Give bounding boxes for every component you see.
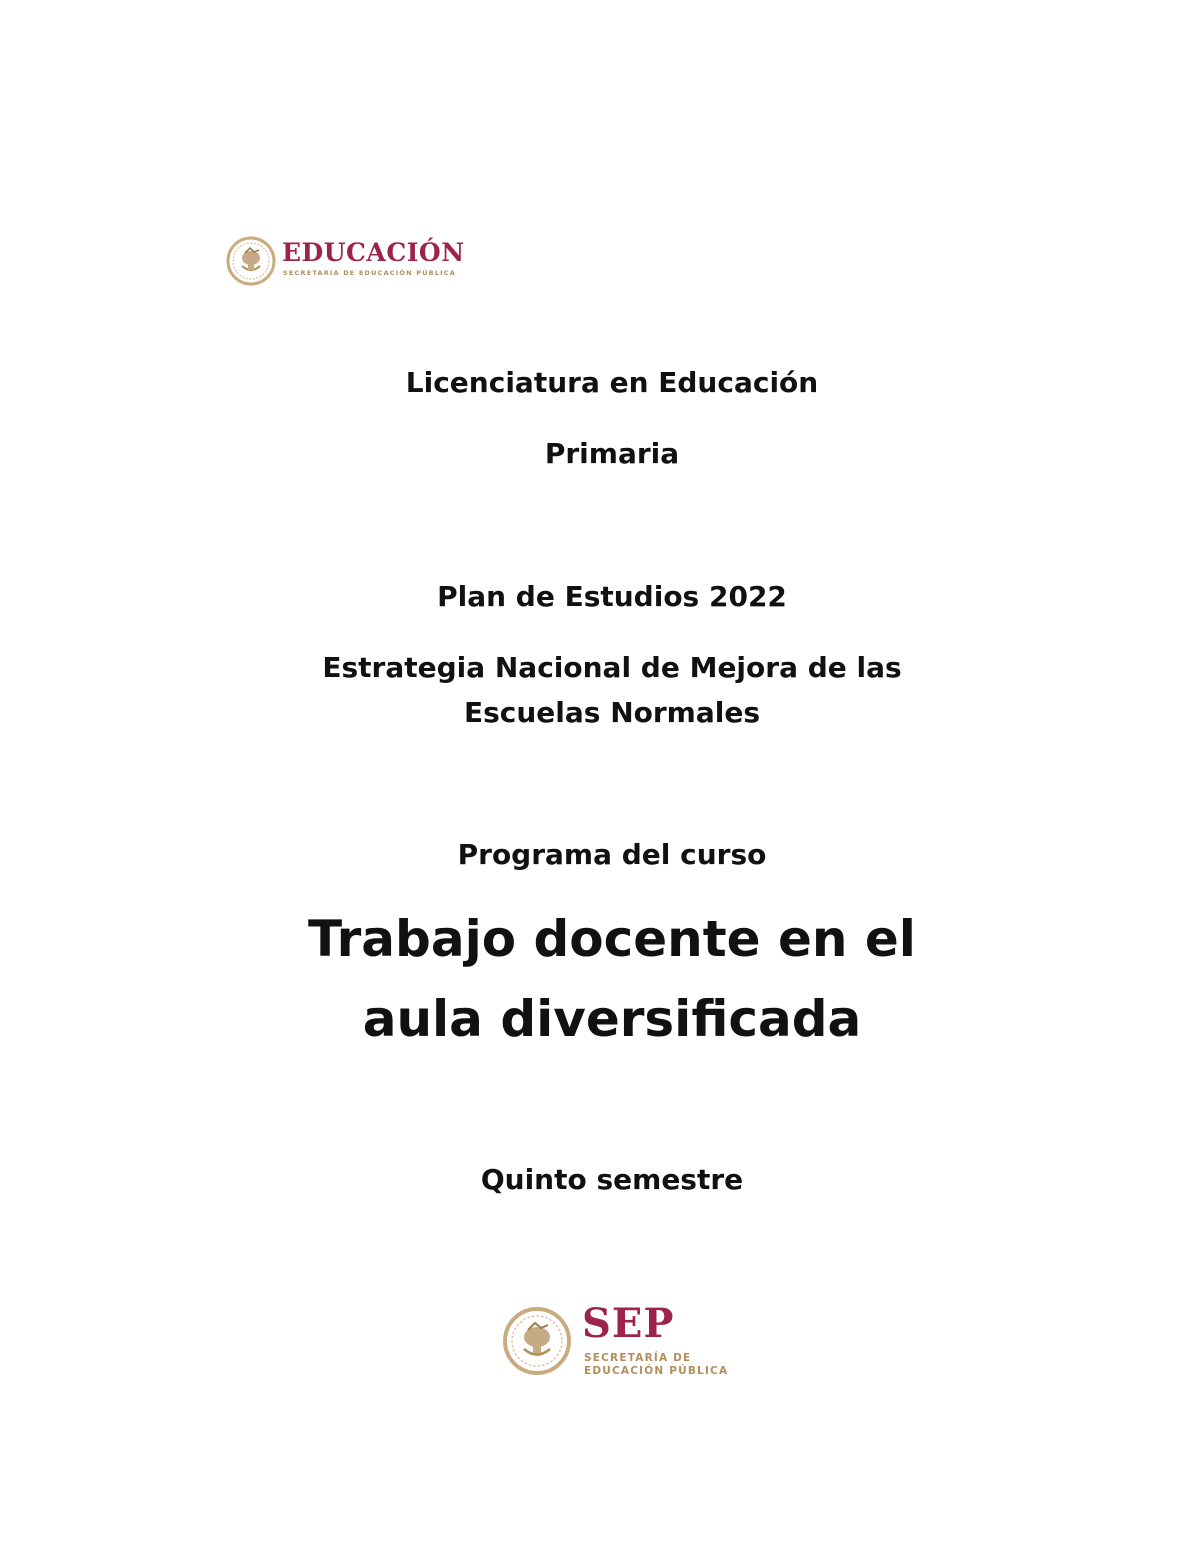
sep-subtitle-line-2: EDUCACIÓN PÚBLICA (584, 1365, 729, 1377)
degree-line-2: Primaria (544, 437, 680, 470)
strategy-line-2: Escuelas Normales (463, 696, 761, 729)
sep-wordmark: SEP (582, 1300, 675, 1347)
course-title-line-2: aula diversificada (362, 990, 862, 1048)
educacion-wordmark: EDUCACIÓN (282, 238, 465, 267)
educacion-logo (226, 236, 476, 286)
course-title-line-1: Trabajo docente en el (308, 910, 916, 968)
sep-logo (502, 1300, 732, 1380)
strategy-line-1: Estrategia Nacional de Mejora de las (322, 651, 902, 684)
semester-label: Quinto semestre (480, 1163, 744, 1196)
program-label: Programa del curso (457, 838, 767, 871)
coat-of-arms-icon (226, 236, 276, 286)
degree-line-1: Licenciatura en Educación (405, 366, 819, 399)
study-plan: Plan de Estudios 2022 (437, 580, 787, 613)
coat-of-arms-icon (502, 1306, 572, 1376)
sep-subtitle-line-1: SECRETARÍA DE (584, 1352, 692, 1364)
educacion-subtitle: SECRETARÍA DE EDUCACIÓN PÚBLICA (283, 269, 457, 277)
